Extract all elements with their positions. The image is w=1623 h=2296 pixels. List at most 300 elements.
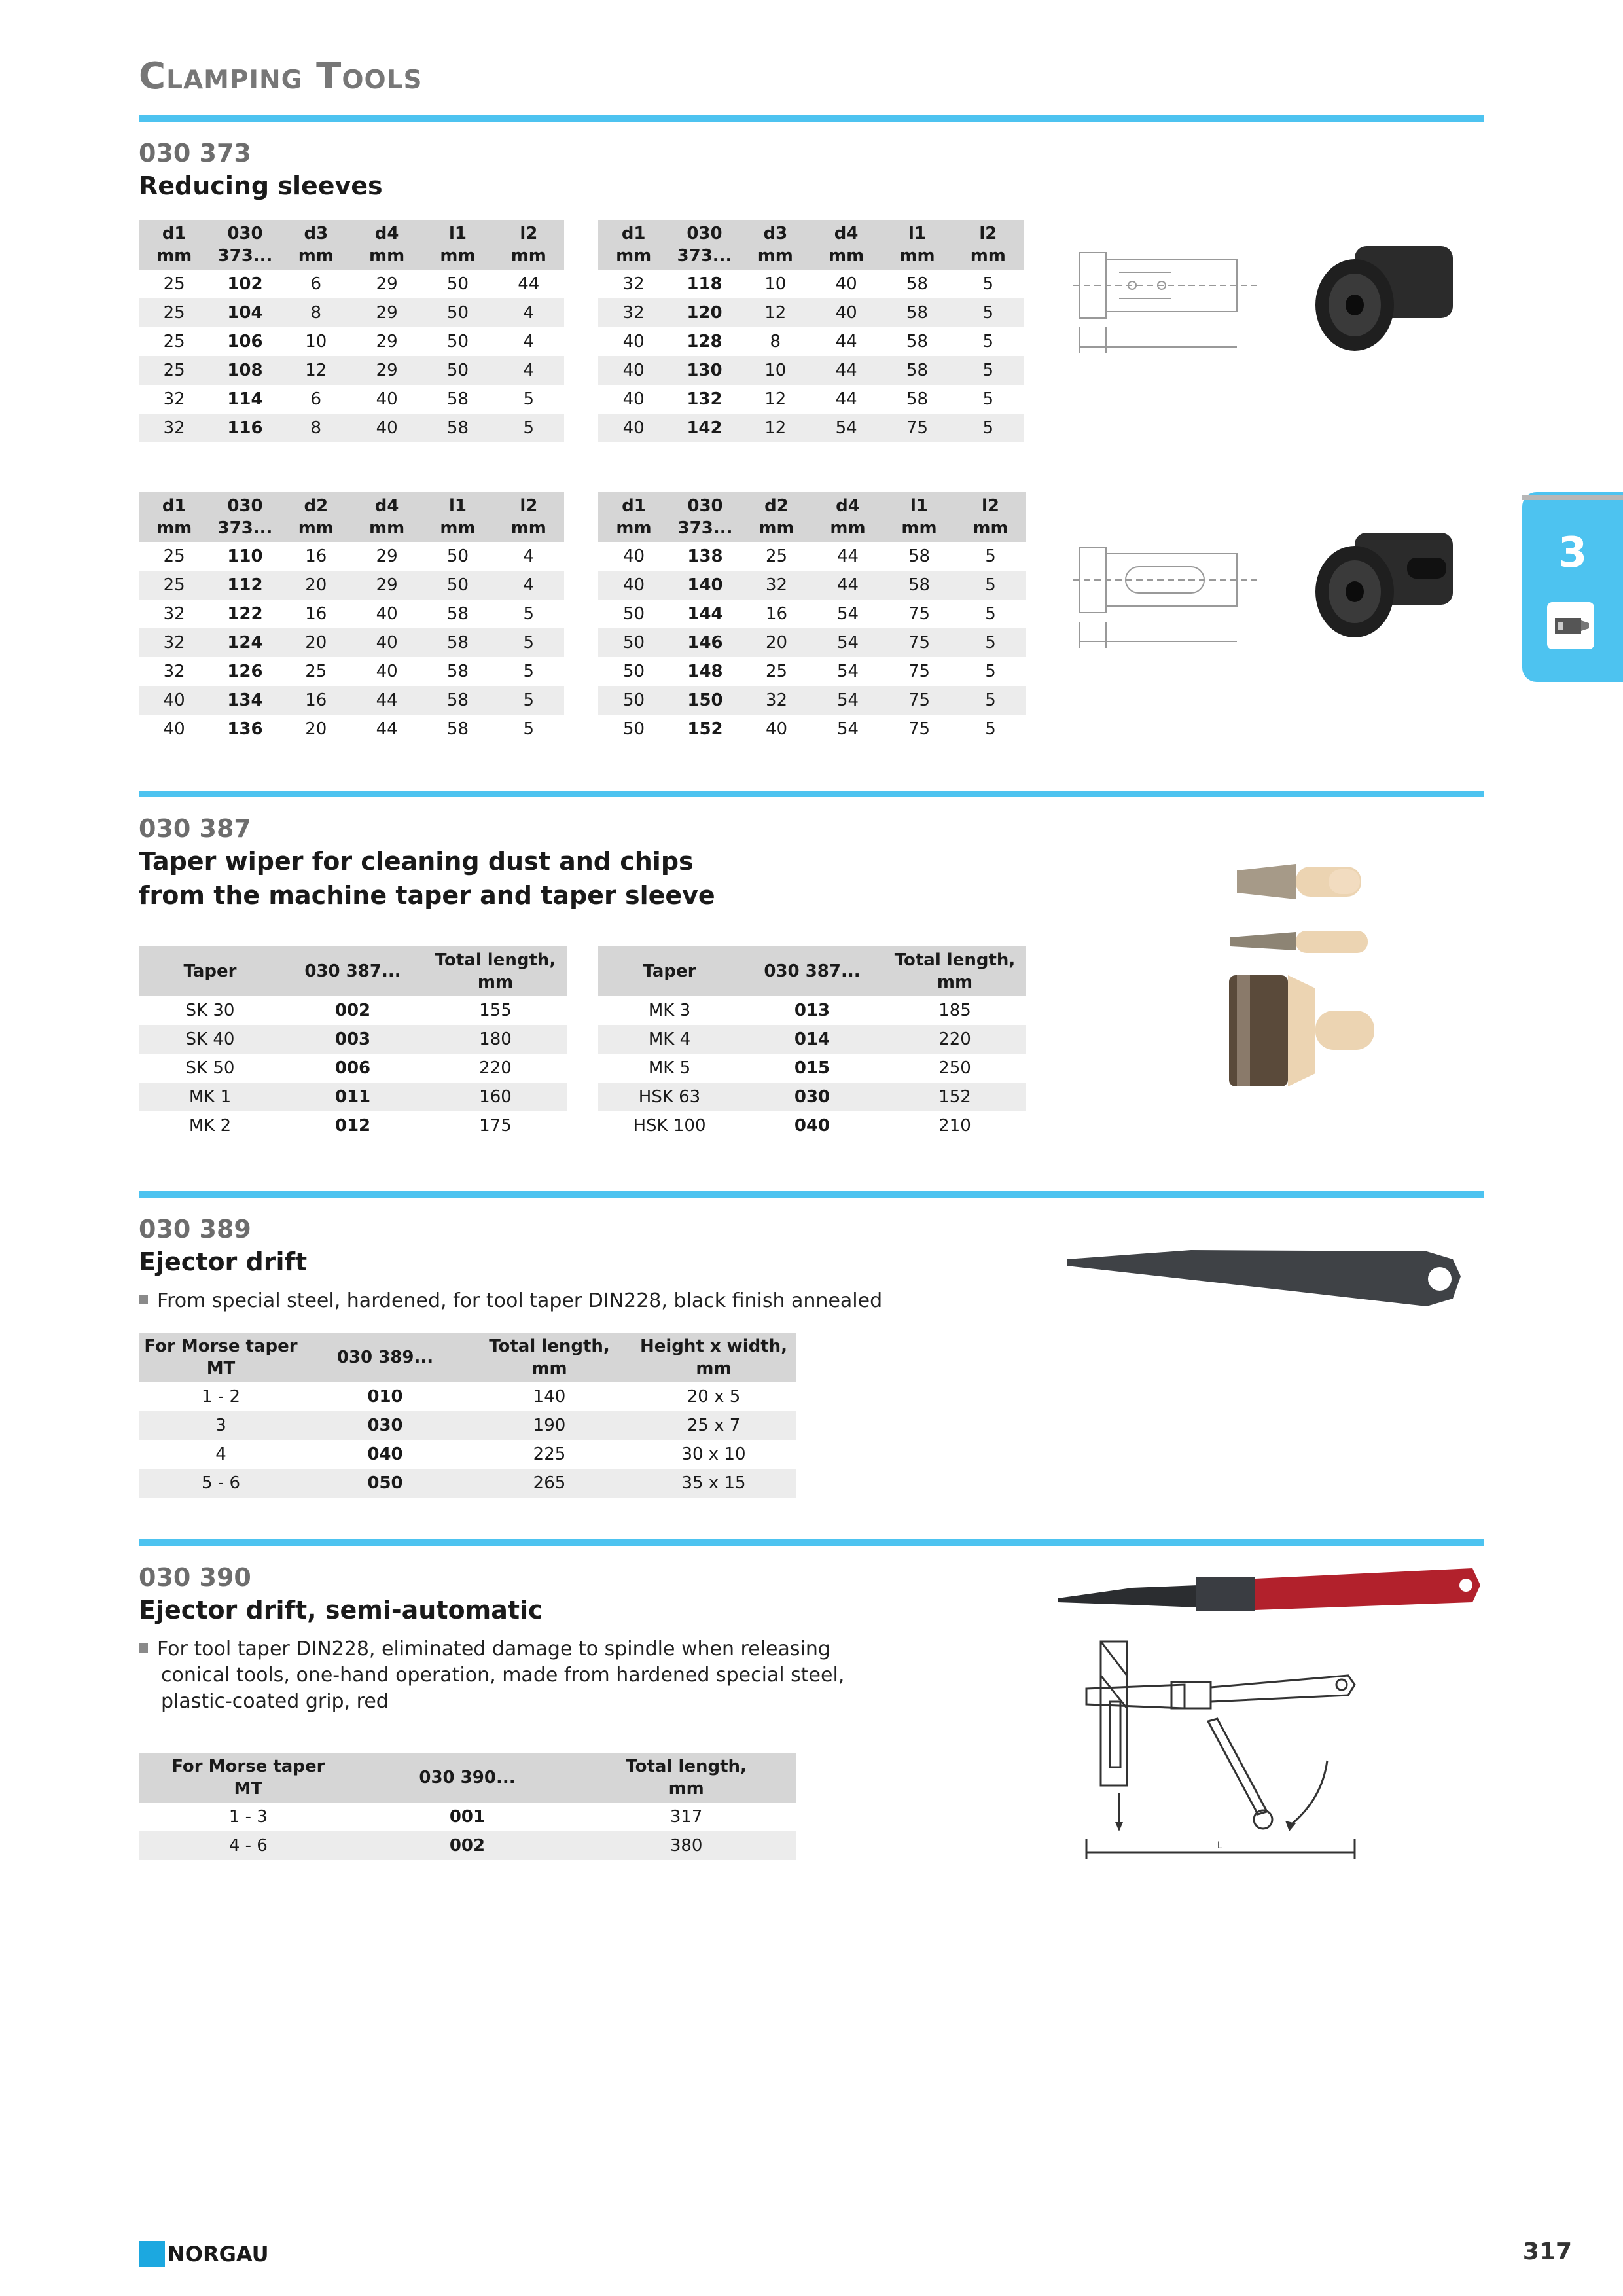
table-header-row [139,492,564,542]
table-cell: 50 [622,604,645,624]
table-cell: 50 [598,686,669,715]
table-cell: 50 [422,356,493,385]
table-cell: 25 [139,356,209,385]
table-cell: 20 [281,628,351,657]
table-cell: 5 - 6 [139,1469,303,1498]
table-cell: 50 [422,298,493,327]
table-cell: 75 [883,628,955,657]
article-number-cell: 132 [687,389,722,409]
page-number: 317 [1522,2238,1572,2265]
table-taper-wiper-1 [139,946,567,1140]
article-number-cell: 120 [669,298,740,327]
table-cell: 54 [811,414,882,442]
column-header: l2 mm [493,220,564,270]
section-title-taper-wiper-line1: Taper wiper for cleaning dust and chips [139,847,694,876]
table-cell: 152 [883,1083,1026,1111]
table-row [139,1111,567,1140]
chapter-number: 3 [1558,529,1588,577]
table-cell: 32 [139,414,209,442]
table-cell: 4 [493,356,564,385]
table-cell: 5 [955,686,1026,715]
article-number-cell: 030 [741,1083,883,1111]
column-header: Total length, mm [883,946,1026,996]
table-cell: 50 [446,547,469,566]
section-rule-030389 [139,1191,1484,1198]
article-number-cell: 140 [669,571,741,600]
table-cell: 32 [139,628,209,657]
table-cell: 265 [467,1469,632,1498]
table-cell: 50 [598,628,669,657]
table-cell: 58 [906,274,929,294]
article-number-cell: 116 [209,414,280,442]
table-cell: 20 x 5 [687,1387,741,1407]
sleeve-photo-1 [1309,233,1466,357]
article-number-cell: 014 [741,1025,883,1054]
table-cell: 54 [836,662,859,681]
table-cell: 12 [764,389,787,409]
column-header: d2 mm [741,492,812,542]
table-cell: 58 [446,719,469,739]
column-header: Total length, mm [424,946,567,996]
table-cell: 4 - 6 [139,1831,358,1860]
table-row [139,298,564,327]
article-number-cell: 001 [449,1807,486,1827]
table-cell: 8 [281,298,351,327]
table-cell: 58 [906,389,929,409]
table-row [139,571,564,600]
table-cell: 50 [446,274,469,294]
table-row [139,657,564,686]
table-cell: 4 [493,298,564,327]
table-cell: 50 [422,571,493,600]
article-number-cell: 015 [794,1058,830,1078]
ejector-drift-description [139,1288,882,1314]
table-cell: 12 [740,298,811,327]
table-cell: 160 [424,1083,567,1111]
column-header: d1 mm [139,220,209,270]
table-cell: 58 [446,604,469,624]
table-cell: 58 [906,332,929,351]
table-cell: 5 [953,298,1024,327]
column-header: d3 mm [740,220,811,270]
section-title-taper-wiper-line2: from the machine taper and taper sleeve [139,881,715,910]
column-header: l1 mm [422,220,493,270]
table-cell: 210 [938,1116,971,1136]
column-header: d1 mm [139,492,209,542]
table-cell: 40 [376,604,398,624]
table-cell: 40 [376,662,398,681]
table-row [598,385,1024,414]
table-cell: MK 1 [139,1083,281,1111]
column-header: For Morse taper MT [139,1753,358,1803]
table-row [139,686,564,715]
table-reducing-sleeves-2 [598,220,1024,442]
table-cell: MK 2 [188,1116,232,1136]
table-cell: 225 [533,1444,566,1464]
column-header: 030 373... [209,492,280,542]
section-code-030389: 030 389 [139,1215,251,1244]
table-row [139,270,564,298]
taper-wiper-photo [1224,857,1459,1093]
table-cell: 58 [882,356,952,385]
sleeve-technical-drawing-2 [1067,517,1270,661]
brand-logo-square [139,2241,165,2267]
table-row [139,1411,796,1440]
section-code-030387: 030 387 [139,814,251,843]
table-cell: 8 [281,414,351,442]
column-header: d1 mm [598,492,669,542]
clamping-tool-icon [1547,602,1594,649]
table-cell: 1 - 3 [228,1807,268,1827]
table-row [139,327,564,356]
table-cell: 40 [835,274,857,294]
table-header-row [598,946,1026,996]
column-header: For Morse taper MT [139,1333,303,1382]
table-cell: 380 [577,1831,796,1860]
table-cell: 29 [351,571,422,600]
table-row [139,1083,567,1111]
article-number-cell: 134 [209,686,280,715]
table-header-row [139,1333,796,1382]
table-cell: 40 [376,389,398,409]
article-number-cell: 102 [227,274,263,294]
table-cell: 29 [351,356,422,385]
table-header-row [598,220,1024,270]
table-row [598,270,1024,298]
article-number-cell: 128 [687,332,722,351]
table-cell: MK 3 [648,1001,691,1020]
table-cell: 75 [883,686,955,715]
article-number-cell: 002 [334,1001,371,1020]
table-cell: 25 [163,547,185,566]
table-row [139,628,564,657]
article-number-cell: 152 [687,719,723,739]
article-number-cell: 011 [281,1083,424,1111]
table-cell: 5 [985,604,996,624]
semi-automatic-description-line3: plastic-coated grip, red [161,1690,389,1713]
table-row [598,571,1026,600]
table-row [139,1054,567,1083]
table-cell: 12 [740,414,811,442]
table-row [598,996,1026,1025]
table-cell: 40 [811,298,882,327]
table-cell: 44 [376,719,398,739]
section-code-030390: 030 390 [139,1563,251,1592]
section-rule-030387 [139,791,1484,797]
column-header: d4 mm [351,492,422,542]
article-number-cell: 122 [227,604,263,624]
column-header: 030 373... [669,492,741,542]
article-number-cell: 144 [687,604,723,624]
table-cell: 20 [741,628,812,657]
table-cell: 44 [351,686,422,715]
table-cell: 40 [598,414,669,442]
column-header: Taper [598,946,741,996]
table-cell: 58 [422,414,493,442]
table-cell: 25 [139,298,209,327]
table-cell: 32 [598,298,669,327]
column-header: d2 mm [281,492,351,542]
table-cell: 50 [622,719,645,739]
table-cell: 25 [163,274,185,294]
table-cell: 5 [982,332,994,351]
section-code-030373: 030 373 [139,139,251,168]
column-header: d4 mm [812,492,883,542]
table-cell: 4 [493,571,564,600]
article-number-cell: 110 [227,547,263,566]
article-number-cell: 040 [794,1116,830,1136]
table-cell: 5 [982,389,994,409]
chapter-tab [1522,492,1623,682]
table-row [598,686,1026,715]
table-cell: 16 [305,547,327,566]
article-number-cell: 106 [227,332,263,351]
table-cell: 25 [139,571,209,600]
article-number-cell: 148 [687,662,723,681]
table-header-row [598,492,1026,542]
column-header: 030 387... [281,946,424,996]
table-cell: 175 [479,1116,512,1136]
article-number-cell: 146 [669,628,741,657]
table-row [598,1025,1026,1054]
table-cell: 54 [812,686,883,715]
article-number-cell: 012 [334,1116,371,1136]
table-row [598,356,1024,385]
table-cell: 75 [908,662,931,681]
column-header: Height x width, mm [632,1333,796,1382]
column-header: 030 387... [741,946,883,996]
table-cell: 32 [163,662,185,681]
table-cell: 44 [835,389,857,409]
column-header: 030 373... [209,220,280,270]
column-header: d4 mm [351,220,422,270]
table-cell: 44 [518,274,540,294]
table-cell: 40 [622,389,645,409]
chapter-tab-bar [1522,495,1623,500]
table-row [139,542,564,571]
table-cell: 6 [310,274,322,294]
table-row [598,715,1026,744]
table-cell: 5 [982,274,994,294]
table-row [139,600,564,628]
table-row [598,542,1026,571]
semi-automatic-description-line1: For tool taper DIN228, eliminated damage to spindle when releasing [157,1638,830,1660]
table-cell: 32 [622,274,645,294]
table-row [139,414,564,442]
article-number-cell: 003 [281,1025,424,1054]
column-header: l2 mm [493,492,564,542]
article-number-cell: 130 [669,356,740,385]
table-cell: 5 [493,686,564,715]
semi-automatic-mechanism-diagram [1073,1636,1374,1865]
table-cell: SK 50 [185,1058,235,1078]
column-header: d1 mm [598,220,669,270]
column-header: l1 mm [882,220,952,270]
table-cell: 317 [669,1807,703,1827]
table-row [139,1025,567,1054]
table-cell: 58 [422,686,493,715]
table-cell: 16 [305,604,327,624]
table-cell: 8 [770,332,781,351]
table-header-row [139,220,564,270]
table-cell: 35 x 15 [632,1469,796,1498]
article-number-cell: 050 [303,1469,467,1498]
table-cell: 32 [741,686,812,715]
table-row [139,1469,796,1498]
table-cell: MK 5 [648,1058,691,1078]
table-cell: 40 [351,628,422,657]
table-cell: 54 [812,628,883,657]
table-cell: 25 [765,662,788,681]
table-ejector-drift [139,1333,796,1498]
table-cell: 5 [523,662,535,681]
table-cell: HSK 63 [598,1083,741,1111]
column-header: 030 389... [303,1333,467,1382]
table-cell: 16 [765,604,788,624]
table-cell: 29 [351,298,422,327]
table-ejector-drift-semi-automatic [139,1753,796,1860]
article-number-cell: 010 [367,1387,403,1407]
table-cell: 29 [376,547,398,566]
table-cell: 44 [835,332,857,351]
article-number-cell: 142 [669,414,740,442]
table-cell: 25 [163,332,185,351]
table-cell: 50 [446,332,469,351]
column-header: l2 mm [955,492,1026,542]
table-cell: 29 [376,332,398,351]
table-cell: 29 [376,274,398,294]
page-title: Clamping Tools [139,55,423,98]
table-cell: 58 [422,628,493,657]
section-title-reducing-sleeves: Reducing sleeves [139,171,383,200]
table-cell: 58 [446,389,469,409]
table-cell: 190 [467,1411,632,1440]
table-cell: 10 [740,356,811,385]
article-number-cell: 150 [669,686,741,715]
table-row [139,385,564,414]
sleeve-photo-2 [1309,518,1466,643]
table-cell: 220 [479,1058,512,1078]
diagram-length-label: L [1217,1840,1222,1851]
table-row [139,356,564,385]
article-number-cell: 138 [687,547,723,566]
article-number-cell: 104 [209,298,280,327]
article-number-cell: 114 [227,389,263,409]
table-reducing-sleeves-4 [598,492,1026,744]
table-cell: 32 [741,571,812,600]
table-cell: 40 [765,719,788,739]
article-number-cell: 126 [227,662,263,681]
column-header: Taper [139,946,281,996]
table-cell: 40 [139,686,209,715]
section-title-ejector-drift: Ejector drift [139,1247,308,1276]
table-header-row [139,946,567,996]
column-header: d3 mm [281,220,351,270]
semi-automatic-description-line2: conical tools, one-hand operation, made from hardened special steel, [161,1664,845,1687]
table-cell: 40 [598,571,669,600]
table-cell: 25 x 7 [632,1411,796,1440]
table-cell: 16 [281,686,351,715]
table-cell: 5 [955,571,1026,600]
table-cell: 20 [305,719,327,739]
table-row [598,657,1026,686]
sleeve-technical-drawing-1 [1067,223,1270,367]
table-cell: 5 [953,356,1024,385]
table-cell: 54 [836,719,859,739]
semi-automatic-description [139,1636,844,1715]
table-cell: 250 [938,1058,971,1078]
table-cell: 5 [953,414,1024,442]
table-row [598,327,1024,356]
table-cell: 75 [882,414,952,442]
table-cell: HSK 100 [633,1116,706,1136]
brand-name: NORGAU [168,2242,269,2267]
table-cell: 20 [281,571,351,600]
table-cell: 44 [812,571,883,600]
table-cell: 25 [765,547,788,566]
article-number-cell: 006 [334,1058,371,1078]
table-row [139,1382,796,1411]
table-cell: 5 [985,662,996,681]
section-rule-030390 [139,1539,1484,1546]
table-cell: 180 [424,1025,567,1054]
table-row [139,1440,796,1469]
article-number-cell: 002 [358,1831,577,1860]
column-header: l1 mm [422,492,493,542]
table-row [598,298,1024,327]
article-number-cell: 112 [209,571,280,600]
ejector-drift-photo [1060,1244,1479,1316]
table-cell: 54 [836,604,859,624]
semi-automatic-ejector-drift-photo [1054,1562,1486,1621]
table-cell: 3 [139,1411,303,1440]
table-row [139,715,564,744]
table-row [598,1083,1026,1111]
table-cell: 5 [955,628,1026,657]
table-cell: 40 [598,356,669,385]
table-row [598,1111,1026,1140]
table-cell: 155 [479,1001,512,1020]
table-cell: 10 [764,274,787,294]
table-cell: 58 [908,547,931,566]
table-cell: 5 [493,414,564,442]
table-cell: 5 [985,547,996,566]
table-cell: 58 [882,298,952,327]
table-cell: 58 [446,662,469,681]
column-header: l2 mm [953,220,1024,270]
table-cell: 4 [523,332,535,351]
table-cell: 32 [163,604,185,624]
table-cell: 40 [351,414,422,442]
column-header: Total length, mm [467,1333,632,1382]
table-cell: 6 [310,389,322,409]
column-header: l1 mm [883,492,955,542]
table-cell: 4 [215,1444,226,1464]
table-cell: SK 40 [139,1025,281,1054]
table-cell: 185 [938,1001,971,1020]
table-cell: 5 [523,604,535,624]
column-header: 030 373... [669,220,740,270]
table-row [139,1831,796,1860]
table-cell: SK 30 [185,1001,235,1020]
bullet-icon [139,1643,148,1653]
table-cell: 25 [305,662,327,681]
table-cell: 4 [523,547,535,566]
table-cell: 5 [523,389,535,409]
table-cell: 40 [622,547,645,566]
table-row [139,996,567,1025]
article-number-cell: 013 [794,1001,830,1020]
